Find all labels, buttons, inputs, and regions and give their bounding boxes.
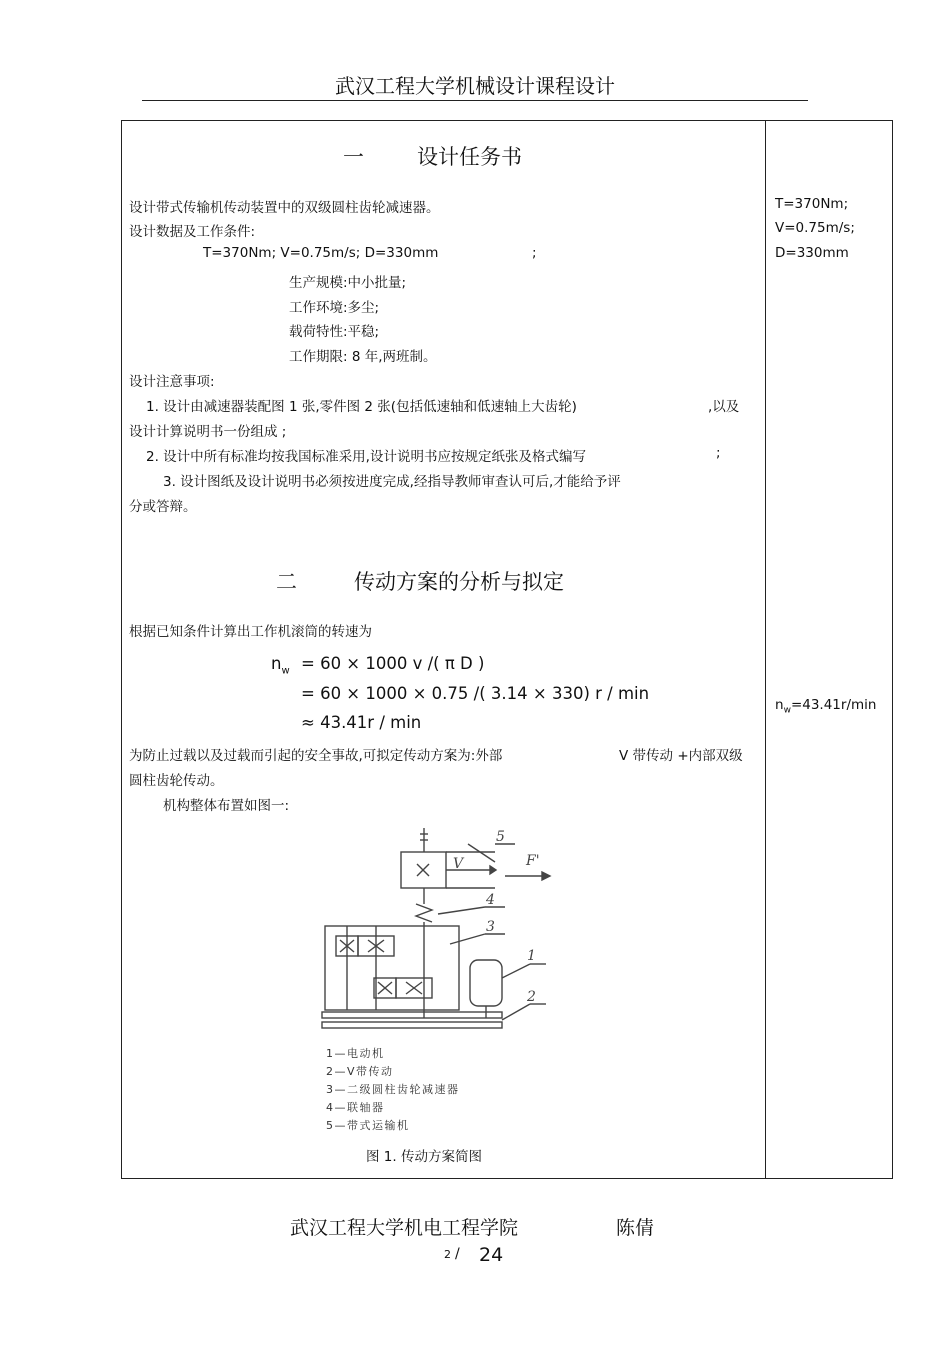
legend-item-5: 5—带式运输机 [326, 1119, 410, 1132]
condition-load: 载荷特性:平稳; [289, 324, 380, 340]
force-label: F' [526, 853, 540, 869]
velocity-label: V [453, 856, 464, 872]
callout-3: 3 [486, 919, 495, 935]
equation-line1: = 60 × 1000 v /( π D ) [301, 654, 485, 673]
callout-2: 2 [527, 989, 536, 1005]
header-rule [142, 100, 808, 101]
side-diameter: D=330mm [775, 245, 849, 261]
callout-4: 4 [486, 892, 495, 908]
transmission-scheme-figure [310, 822, 570, 1034]
layout-line: 机构整体布置如图一: [163, 798, 290, 814]
section1-title: 设计任务书 [417, 145, 522, 169]
section1-params-end: ; [532, 245, 537, 261]
notes-label: 设计注意事项: [129, 374, 215, 390]
note3-line2: 分或答辩。 [129, 499, 197, 515]
legend-item-4: 4—联轴器 [326, 1101, 385, 1114]
footer-school: 武汉工程大学机电工程学院 [290, 1217, 519, 1239]
section2-title: 传动方案的分析与拟定 [354, 570, 564, 594]
note1-line2: 设计计算说明书一份组成 ; [129, 424, 287, 440]
margin-column-divider [765, 120, 766, 1178]
side-torque: T=370Nm; [775, 196, 849, 212]
legend-item-3: 3—二级圆柱齿轮减速器 [326, 1083, 460, 1096]
scheme-line2: 圆柱齿轮传动。 [129, 773, 224, 789]
callout-5: 5 [496, 829, 505, 845]
section1-params: T=370Nm; V=0.75m/s; D=330mm [203, 245, 439, 261]
note2-line1-end: ; [716, 445, 721, 461]
section1-number: 一 [343, 145, 364, 169]
note2-line1: 2. 设计中所有标准均按我国标准采用,设计说明书应按规定纸张及格式编写 [146, 449, 586, 465]
note3-line1: 3. 设计图纸及设计说明书必须按进度完成,经指导教师审查认可后,才能给予评 [163, 474, 621, 490]
section2-lead: 根据已知条件计算出工作机滚筒的转速为 [129, 624, 372, 640]
section2-number: 二 [276, 570, 297, 594]
side-speed-value: =43.41r/min [790, 697, 877, 713]
note1-line1: 1. 设计由减速器装配图 1 张,零件图 2 张(包括低速轴和低速轴上大齿轮) [146, 399, 577, 415]
equation-lhs [271, 654, 290, 676]
side-speed-sub: w [783, 705, 791, 716]
equation-lhs-n: n [271, 654, 282, 673]
side-velocity: V=0.75m/s; [775, 220, 855, 236]
condition-production: 生产规模:中小批量; [289, 275, 407, 291]
section1-intro: 设计带式传输机传动装置中的双级圆柱齿轮减速器。 [129, 200, 440, 216]
page-total: 24 [479, 1244, 504, 1266]
legend-item-2: 2—V带传动 [326, 1065, 394, 1078]
side-speed-result [775, 697, 876, 716]
condition-lifetime: 工作期限: 8 年,两班制。 [289, 349, 437, 365]
side-speed-n: n [775, 697, 784, 713]
figure-caption: 图 1. 传动方案简图 [366, 1149, 482, 1165]
legend-item-1: 1—电动机 [326, 1047, 385, 1060]
equation-lhs-sub: w [281, 665, 290, 677]
footer-author: 陈倩 [616, 1217, 655, 1239]
page-separator: / [455, 1246, 460, 1262]
scheme-line1-end: V 带传动 +内部双级 [619, 748, 743, 764]
page-header-title: 武汉工程大学机械设计课程设计 [335, 74, 615, 98]
scheme-line1: 为防止过载以及过载而引起的安全事故,可拟定传动方案为:外部 [129, 748, 503, 764]
callout-1: 1 [527, 948, 536, 964]
equation-line2: = 60 × 1000 × 0.75 /( 3.14 × 330) r / min [301, 684, 650, 703]
page-current: 2 [444, 1248, 451, 1261]
condition-environment: 工作环境:多尘; [289, 300, 380, 316]
equation-line3: ≈ 43.41r / min [301, 713, 422, 732]
section1-data-label: 设计数据及工作条件: [129, 224, 256, 240]
note1-line1-end: ,以及 [708, 399, 740, 415]
